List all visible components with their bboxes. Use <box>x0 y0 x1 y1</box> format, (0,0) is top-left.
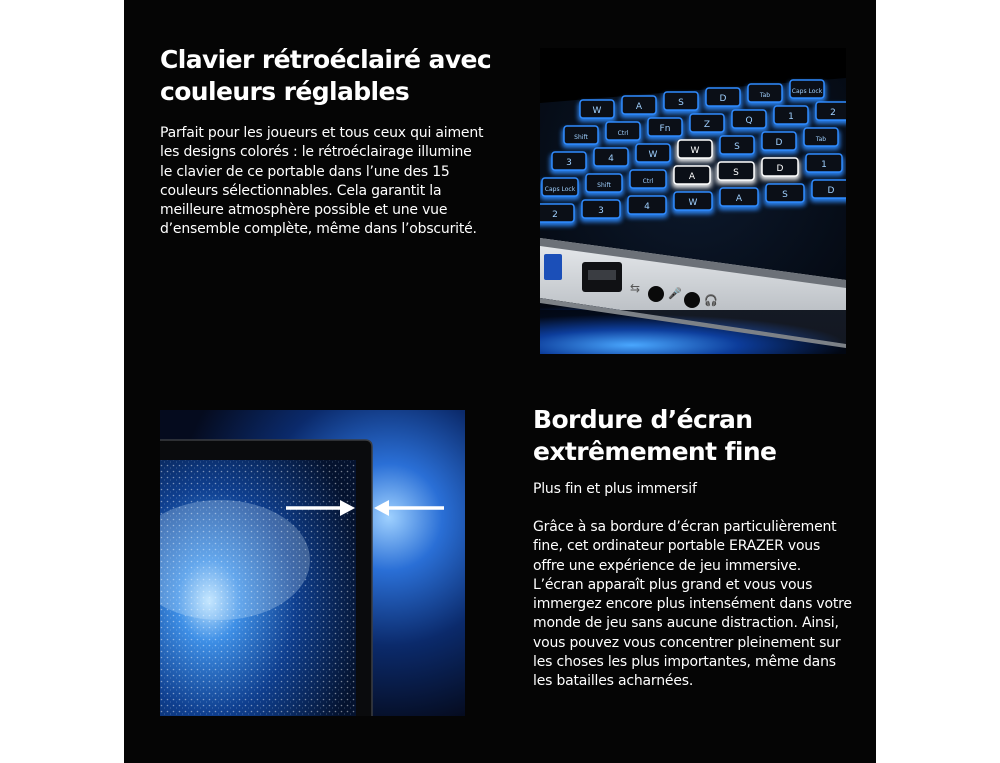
keyboard-desc-line: d’ensemble complète, même dans l’obscurité. <box>160 221 477 238</box>
keycap-label: Tab <box>815 136 827 143</box>
bezel-desc-line: L’écran apparaît plus grand et vous vous <box>533 576 813 593</box>
bezel-desc-line: vous pouvez vous concentrer pleinement sur <box>533 634 841 651</box>
keycap-label: 3 <box>598 206 604 216</box>
keycap-label: D <box>776 164 784 174</box>
keycap-label: 2 <box>552 210 558 220</box>
keycap-label: W <box>690 146 700 156</box>
keycap-label: Ctrl <box>642 178 654 185</box>
bezel-section-subtitle: Plus fin et plus immersif <box>533 481 697 497</box>
keycap-label: A <box>635 102 643 112</box>
keycap-label: A <box>688 172 696 182</box>
keycap-label: S <box>733 168 739 178</box>
keycap-label: Tab <box>759 92 771 99</box>
svg-text:🎧: 🎧 <box>704 294 718 307</box>
keycap-label: W <box>592 106 602 116</box>
bezel-desc-line: Grâce à sa bordure d’écran particulièrement <box>533 519 837 535</box>
keycap-label: Shift <box>574 134 588 141</box>
bezel-desc-line: immergez encore plus intensément dans votre <box>533 596 852 613</box>
keycap-label: D <box>719 94 727 104</box>
bezel-desc-line: les choses les plus importantes, même dans <box>533 654 836 671</box>
keycap-label: D <box>827 186 835 196</box>
keycap-label: D <box>775 138 783 148</box>
mic-jack-icon <box>648 286 664 302</box>
backlit-keyboard-image <box>540 48 846 354</box>
keycap-label: Shift <box>597 182 611 189</box>
usb-port-blue-icon <box>544 254 562 280</box>
bezel-desc-line: les batailles acharnées. <box>533 673 694 690</box>
bezel-desc-line: fine, cet ordinateur portable ERAZER vous <box>533 538 821 555</box>
keyboard-title-line-2: couleurs réglables <box>160 77 410 106</box>
svg-text:🎤: 🎤 <box>668 287 682 300</box>
bezel-section-title <box>533 404 853 468</box>
keycap-label: Fn <box>659 124 671 134</box>
headphone-jack-icon <box>684 292 700 308</box>
keyboard-section-description <box>160 124 510 240</box>
bezel-desc-line: monde de jeu sans aucune distraction. Ainsi, <box>533 615 839 632</box>
keycap-label: Z <box>703 120 711 130</box>
thin-bezel-image <box>160 410 465 716</box>
bezel-desc-line: offre une expérience de jeu immersive. <box>533 557 802 574</box>
keycap-label: 3 <box>566 158 572 168</box>
keycap-label: S <box>782 190 788 200</box>
keycap-label: 2 <box>830 108 836 118</box>
keycap-label: Caps Lock <box>544 186 576 193</box>
keycap-label: W <box>648 150 658 160</box>
keycap-label: Ctrl <box>617 130 629 137</box>
bezel-title-line-2: extrêmement fine <box>533 437 777 466</box>
keyboard-desc-line: le clavier de ce portable dans l’une des 15 <box>160 163 450 180</box>
keycap-label: 1 <box>788 112 794 122</box>
keycap-label: A <box>735 194 743 204</box>
keycap-label: 1 <box>821 160 827 170</box>
keycap-label: S <box>734 142 740 152</box>
svg-text:⇆: ⇆ <box>630 281 641 295</box>
keycap-label: 4 <box>644 202 650 212</box>
bezel-title-line-1: Bordure d’écran <box>533 405 753 434</box>
bezel-section-description <box>533 518 863 692</box>
keyboard-title-line-1: Clavier rétroéclairé avec <box>160 45 492 74</box>
keyboard-desc-line: meilleure atmosphère possible et une vue <box>160 202 448 219</box>
keycap-label: W <box>688 198 698 208</box>
keycap-label: Q <box>745 116 753 126</box>
keycap-label: 4 <box>608 154 614 164</box>
keyboard-section-title <box>160 44 520 108</box>
keycap-label: Caps Lock <box>791 88 823 95</box>
keycap-label: S <box>678 98 684 108</box>
keyboard-desc-line: couleurs sélectionnables. Cela garantit la <box>160 182 442 199</box>
keyboard-desc-line: Parfait pour les joueurs et tous ceux qui aiment <box>160 125 484 141</box>
keyboard-desc-line: les designs colorés : le rétroéclairage illumine <box>160 144 472 161</box>
